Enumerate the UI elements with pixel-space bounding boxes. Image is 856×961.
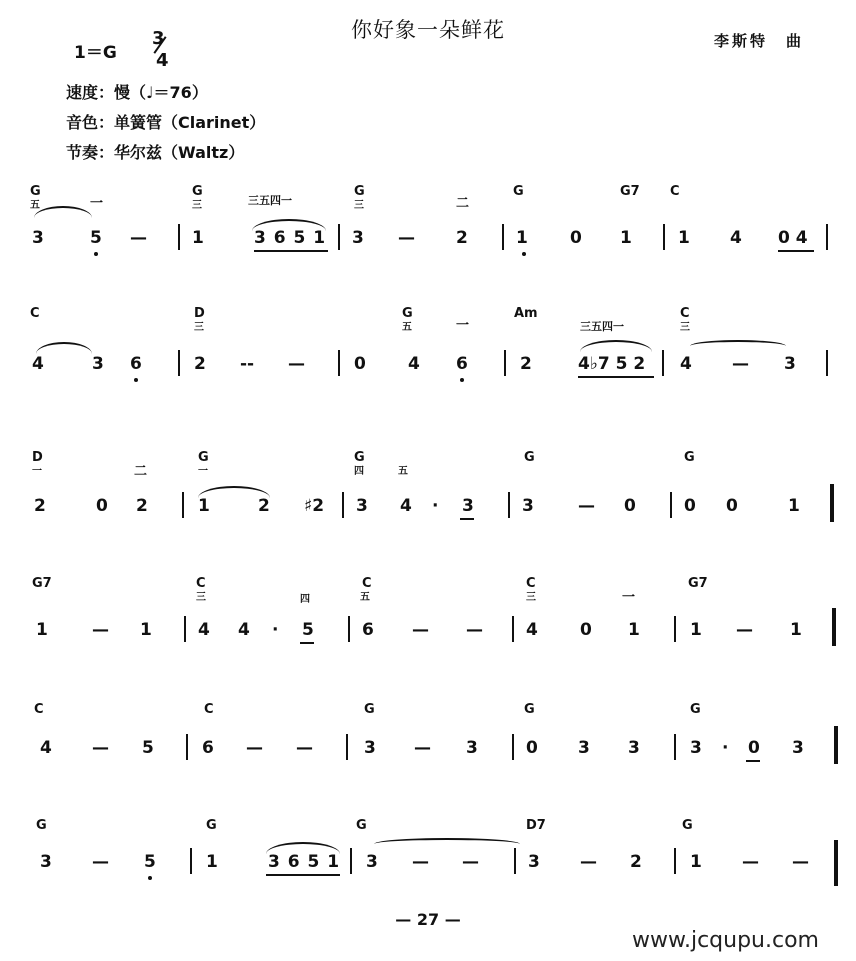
bar-line xyxy=(514,848,516,874)
note: — xyxy=(246,738,263,758)
note: — xyxy=(736,620,753,640)
note: 4 xyxy=(32,354,44,374)
note: 4 xyxy=(198,620,210,640)
note: 3 xyxy=(628,738,640,758)
chord-label: 三 xyxy=(194,322,204,333)
eighth-underline xyxy=(746,760,760,762)
chord-label: 二 xyxy=(134,464,148,479)
note: — xyxy=(92,738,109,758)
note: 2 xyxy=(456,228,468,248)
eighth-underline xyxy=(578,376,654,378)
chord-label: C xyxy=(680,306,690,321)
note: 2 xyxy=(630,852,642,872)
note: -- xyxy=(240,354,255,374)
tie xyxy=(374,838,520,844)
note: 2 xyxy=(520,354,532,374)
bar-line xyxy=(350,848,352,874)
chord-label: G xyxy=(30,184,41,199)
time-signature xyxy=(148,28,170,71)
chord-label: 四 xyxy=(300,594,310,605)
chord-label: 五 xyxy=(360,592,370,603)
chord-label: 一 xyxy=(622,590,636,605)
bar-line xyxy=(504,350,506,376)
note: 1 xyxy=(206,852,218,872)
eighth-underline xyxy=(266,874,340,876)
instrument-marking: 音色：单簧管（Clarinet） xyxy=(66,113,266,132)
note: — xyxy=(92,852,109,872)
note: — xyxy=(742,852,759,872)
chord-label: 一 xyxy=(198,466,208,477)
chord-label: C xyxy=(196,576,206,591)
note: 1 xyxy=(140,620,152,640)
chord-label: C xyxy=(204,702,214,717)
note: — xyxy=(580,852,597,872)
chord-label: 三 xyxy=(526,592,536,603)
chord-label: 一 xyxy=(90,196,104,211)
chord-label: 四 xyxy=(354,466,364,477)
note: 5 xyxy=(144,852,156,872)
bar-line-bold xyxy=(830,484,834,522)
chord-label: G xyxy=(682,818,693,833)
chord-label: D xyxy=(194,306,205,321)
note: 0 xyxy=(726,496,738,516)
note: 5 xyxy=(302,620,314,640)
note: 0 xyxy=(526,738,538,758)
chord-label: 三 xyxy=(192,200,202,211)
eighth-underline xyxy=(778,250,814,252)
note: 3 xyxy=(92,354,104,374)
chord-label: 三 xyxy=(196,592,206,603)
note: · xyxy=(272,620,279,640)
chord-label: 三 xyxy=(354,200,364,211)
note: 3 xyxy=(522,496,534,516)
note: 4 xyxy=(408,354,420,374)
chord-label: G xyxy=(206,818,217,833)
bar-line xyxy=(342,492,344,518)
composer: 李斯特 曲 xyxy=(714,32,805,50)
chord-label: C xyxy=(670,184,680,199)
bar-line-bold xyxy=(832,608,836,646)
note: 4 xyxy=(730,228,742,248)
note: — xyxy=(792,852,809,872)
note: — xyxy=(578,496,595,516)
note: 0 xyxy=(624,496,636,516)
note: — xyxy=(414,738,431,758)
note: 1 xyxy=(788,496,800,516)
note: 1 xyxy=(516,228,528,248)
note: 4 xyxy=(526,620,538,640)
note: 3 xyxy=(32,228,44,248)
chord-label: G xyxy=(402,306,413,321)
bar-line xyxy=(674,734,676,760)
rhythm-marking: 节奏：华尔兹（Waltz） xyxy=(66,143,245,162)
chord-label: G xyxy=(354,184,365,199)
note: 1 xyxy=(198,496,210,516)
chord-label: 三 xyxy=(680,322,690,333)
chord-label: G xyxy=(198,450,209,465)
bar-line xyxy=(670,492,672,518)
chord-label: G xyxy=(524,702,535,717)
bar-line xyxy=(178,224,180,250)
bar-line-bold xyxy=(834,726,838,764)
bar-line xyxy=(508,492,510,518)
note: 3 xyxy=(40,852,52,872)
note: 5 xyxy=(90,228,102,248)
song-title: 你好象一朵鲜花 xyxy=(351,18,505,42)
bar-line xyxy=(346,734,348,760)
bar-line xyxy=(826,350,828,376)
note: — xyxy=(92,620,109,640)
note: · xyxy=(722,738,729,758)
bar-line xyxy=(502,224,504,250)
chord-label: C xyxy=(526,576,536,591)
note-group: 3 6 5 1 xyxy=(268,852,341,872)
note: 1 xyxy=(620,228,632,248)
chord-label: G xyxy=(684,450,695,465)
slur xyxy=(580,340,652,352)
lower-octave-dot xyxy=(460,378,464,382)
chord-label: C xyxy=(30,306,40,321)
note: 2 xyxy=(194,354,206,374)
note: 0 xyxy=(96,496,108,516)
time-signature-denominator: 4 xyxy=(156,50,169,71)
chord-label: G7 xyxy=(688,576,708,591)
note: 0 xyxy=(580,620,592,640)
note: 1 xyxy=(690,852,702,872)
note: 1 xyxy=(790,620,802,640)
chord-label: G7 xyxy=(620,184,640,199)
chord-label: 一 xyxy=(32,466,42,477)
note: — xyxy=(296,738,313,758)
bar-line xyxy=(190,848,192,874)
note: — xyxy=(398,228,415,248)
chord-label: 五 xyxy=(398,466,408,477)
bar-line xyxy=(184,616,186,642)
lower-octave-dot xyxy=(94,252,98,256)
chord-label: C xyxy=(362,576,372,591)
bar-line xyxy=(662,350,664,376)
note: 3 xyxy=(462,496,474,516)
note: 0 xyxy=(748,738,760,758)
bar-line xyxy=(512,734,514,760)
chord-label: 二 xyxy=(456,196,470,211)
chord-label: D7 xyxy=(526,818,546,833)
note: 3 xyxy=(528,852,540,872)
bar-line xyxy=(182,492,184,518)
note: 6 xyxy=(130,354,142,374)
chord-label: C xyxy=(34,702,44,717)
note: 0 xyxy=(354,354,366,374)
note: 3 xyxy=(792,738,804,758)
note: 3 xyxy=(364,738,376,758)
note: 4 xyxy=(40,738,52,758)
slur xyxy=(34,206,92,218)
slur xyxy=(36,342,92,354)
note: — xyxy=(412,620,429,640)
chord-label: 一 xyxy=(456,318,470,333)
note: 3 xyxy=(690,738,702,758)
note: 4 xyxy=(238,620,250,640)
note: 1 xyxy=(192,228,204,248)
note: ♯2 xyxy=(304,496,325,516)
note: 6 xyxy=(202,738,214,758)
note: 3 xyxy=(366,852,378,872)
note: 2 xyxy=(136,496,148,516)
chord-label: G xyxy=(690,702,701,717)
note-group: 4♭7 5 2 xyxy=(578,354,646,374)
bar-line xyxy=(186,734,188,760)
bar-line xyxy=(674,848,676,874)
note: 4 xyxy=(680,354,692,374)
tie xyxy=(690,340,786,346)
time-signature-numerator: 3 xyxy=(152,28,165,49)
note: 4 xyxy=(400,496,412,516)
lower-octave-dot xyxy=(522,252,526,256)
chord-label: G xyxy=(513,184,524,199)
lower-octave-dot xyxy=(134,378,138,382)
note: 3 xyxy=(784,354,796,374)
note: 3 xyxy=(356,496,368,516)
tempo-marking: 速度：慢（♩＝76） xyxy=(66,83,208,102)
chord-label: G7 xyxy=(32,576,52,591)
note: 3 xyxy=(466,738,478,758)
bar-line xyxy=(674,616,676,642)
chord-label: G xyxy=(354,450,365,465)
chord-label: Am xyxy=(514,306,538,321)
chord-label: G xyxy=(524,450,535,465)
note: 1 xyxy=(36,620,48,640)
note: 3 xyxy=(578,738,590,758)
bar-line xyxy=(826,224,828,250)
chord-label: G xyxy=(192,184,203,199)
chord-label: D xyxy=(32,450,43,465)
chord-label: G xyxy=(356,818,367,833)
watermark: www.jcqupu.com xyxy=(632,928,819,953)
note: — xyxy=(732,354,749,374)
bar-line xyxy=(512,616,514,642)
eighth-underline xyxy=(300,642,314,644)
note-group: 0 4 xyxy=(778,228,808,248)
final-bar-line xyxy=(834,840,838,886)
eighth-underline xyxy=(460,518,474,520)
note: — xyxy=(466,620,483,640)
bar-line xyxy=(338,350,340,376)
chord-label: G xyxy=(364,702,375,717)
note: — xyxy=(412,852,429,872)
note: 2 xyxy=(34,496,46,516)
note: 1 xyxy=(690,620,702,640)
note-group: 3 6 5 1 xyxy=(254,228,327,248)
note: 6 xyxy=(362,620,374,640)
note: 6 xyxy=(456,354,468,374)
key-signature: 1＝G xyxy=(74,43,117,63)
note: — xyxy=(462,852,479,872)
lower-octave-dot xyxy=(148,876,152,880)
note: 2 xyxy=(258,496,270,516)
note: 1 xyxy=(628,620,640,640)
note: 0 xyxy=(570,228,582,248)
chord-label: 三五四一 xyxy=(248,194,292,207)
chord-label: 五 xyxy=(402,322,412,333)
bar-line xyxy=(663,224,665,250)
bar-line xyxy=(338,224,340,250)
chord-label: G xyxy=(36,818,47,833)
chord-label: 三五四一 xyxy=(580,320,624,333)
note: 5 xyxy=(142,738,154,758)
note: 1 xyxy=(678,228,690,248)
note: — xyxy=(288,354,305,374)
note: 0 xyxy=(684,496,696,516)
chord-label: 五 xyxy=(30,200,40,211)
eighth-underline xyxy=(254,250,328,252)
page-number: — 27 — xyxy=(395,910,461,929)
bar-line xyxy=(178,350,180,376)
note: — xyxy=(130,228,147,248)
note: · xyxy=(432,496,439,516)
note: 3 xyxy=(352,228,364,248)
bar-line xyxy=(348,616,350,642)
